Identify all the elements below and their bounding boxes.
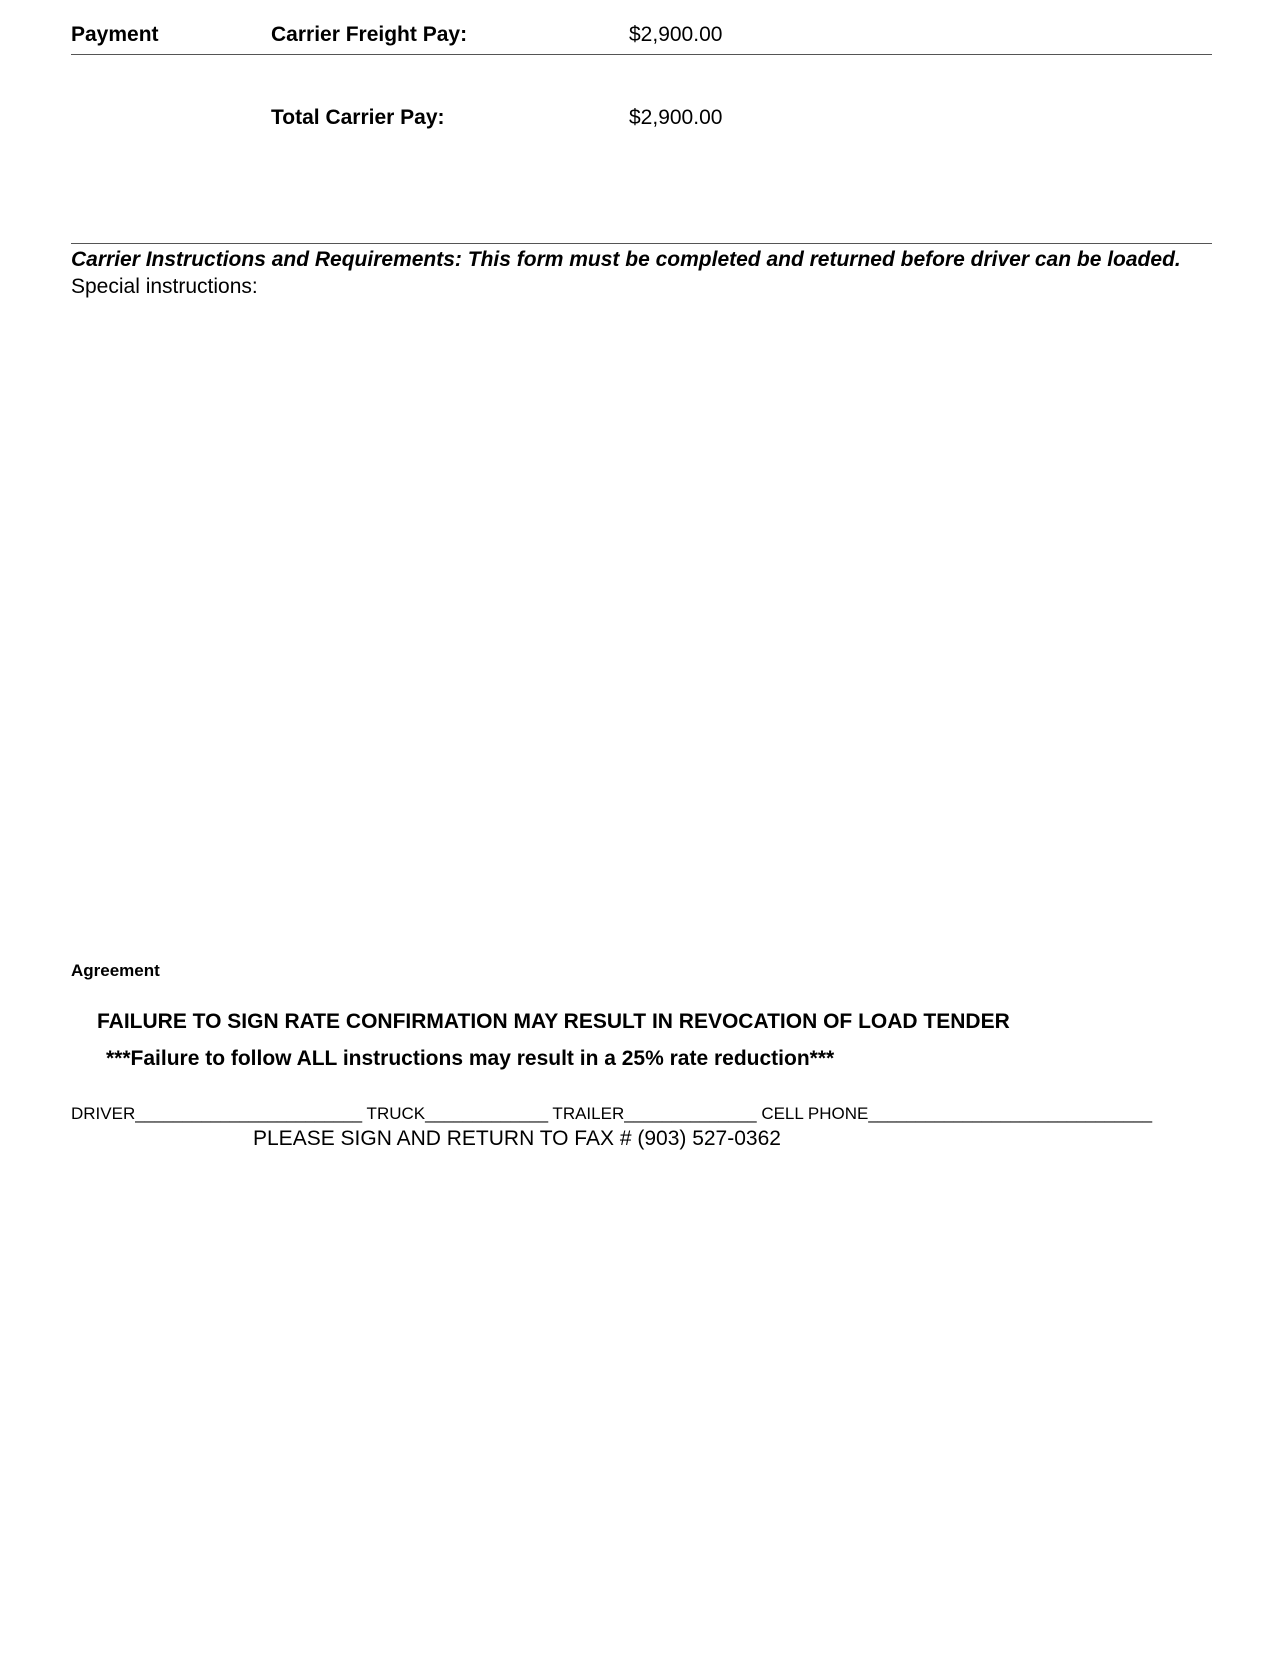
carrier-freight-pay-value: $2,900.00 — [629, 23, 723, 46]
rate-reduction-notice: ***Failure to follow ALL instructions may result in a 25% rate reduction*** — [106, 1047, 835, 1070]
instructions-divider — [71, 243, 1212, 244]
special-instructions-label: Special instructions: — [71, 275, 258, 298]
fax-return-instruction: PLEASE SIGN AND RETURN TO FAX # (903) 527-0362 — [253, 1127, 781, 1150]
driver-truck-trailer-phone-fields: DRIVER________________________ TRUCK_____________ TRAILER______________ CELL PHONE______________________________ — [71, 1104, 1153, 1123]
total-carrier-pay-label: Total Carrier Pay: — [271, 106, 445, 129]
total-carrier-pay-value: $2,900.00 — [629, 106, 723, 129]
agreement-section-label: Agreement — [71, 961, 160, 980]
payment-section-label: Payment — [71, 23, 159, 46]
payment-divider — [71, 54, 1212, 55]
carrier-instructions-heading: Carrier Instructions and Requirements: This form must be completed and returned before driver can be loaded. — [71, 248, 1181, 271]
carrier-freight-pay-label: Carrier Freight Pay: — [271, 23, 468, 46]
revocation-warning: FAILURE TO SIGN RATE CONFIRMATION MAY RESULT IN REVOCATION OF LOAD TENDER — [97, 1010, 1010, 1033]
